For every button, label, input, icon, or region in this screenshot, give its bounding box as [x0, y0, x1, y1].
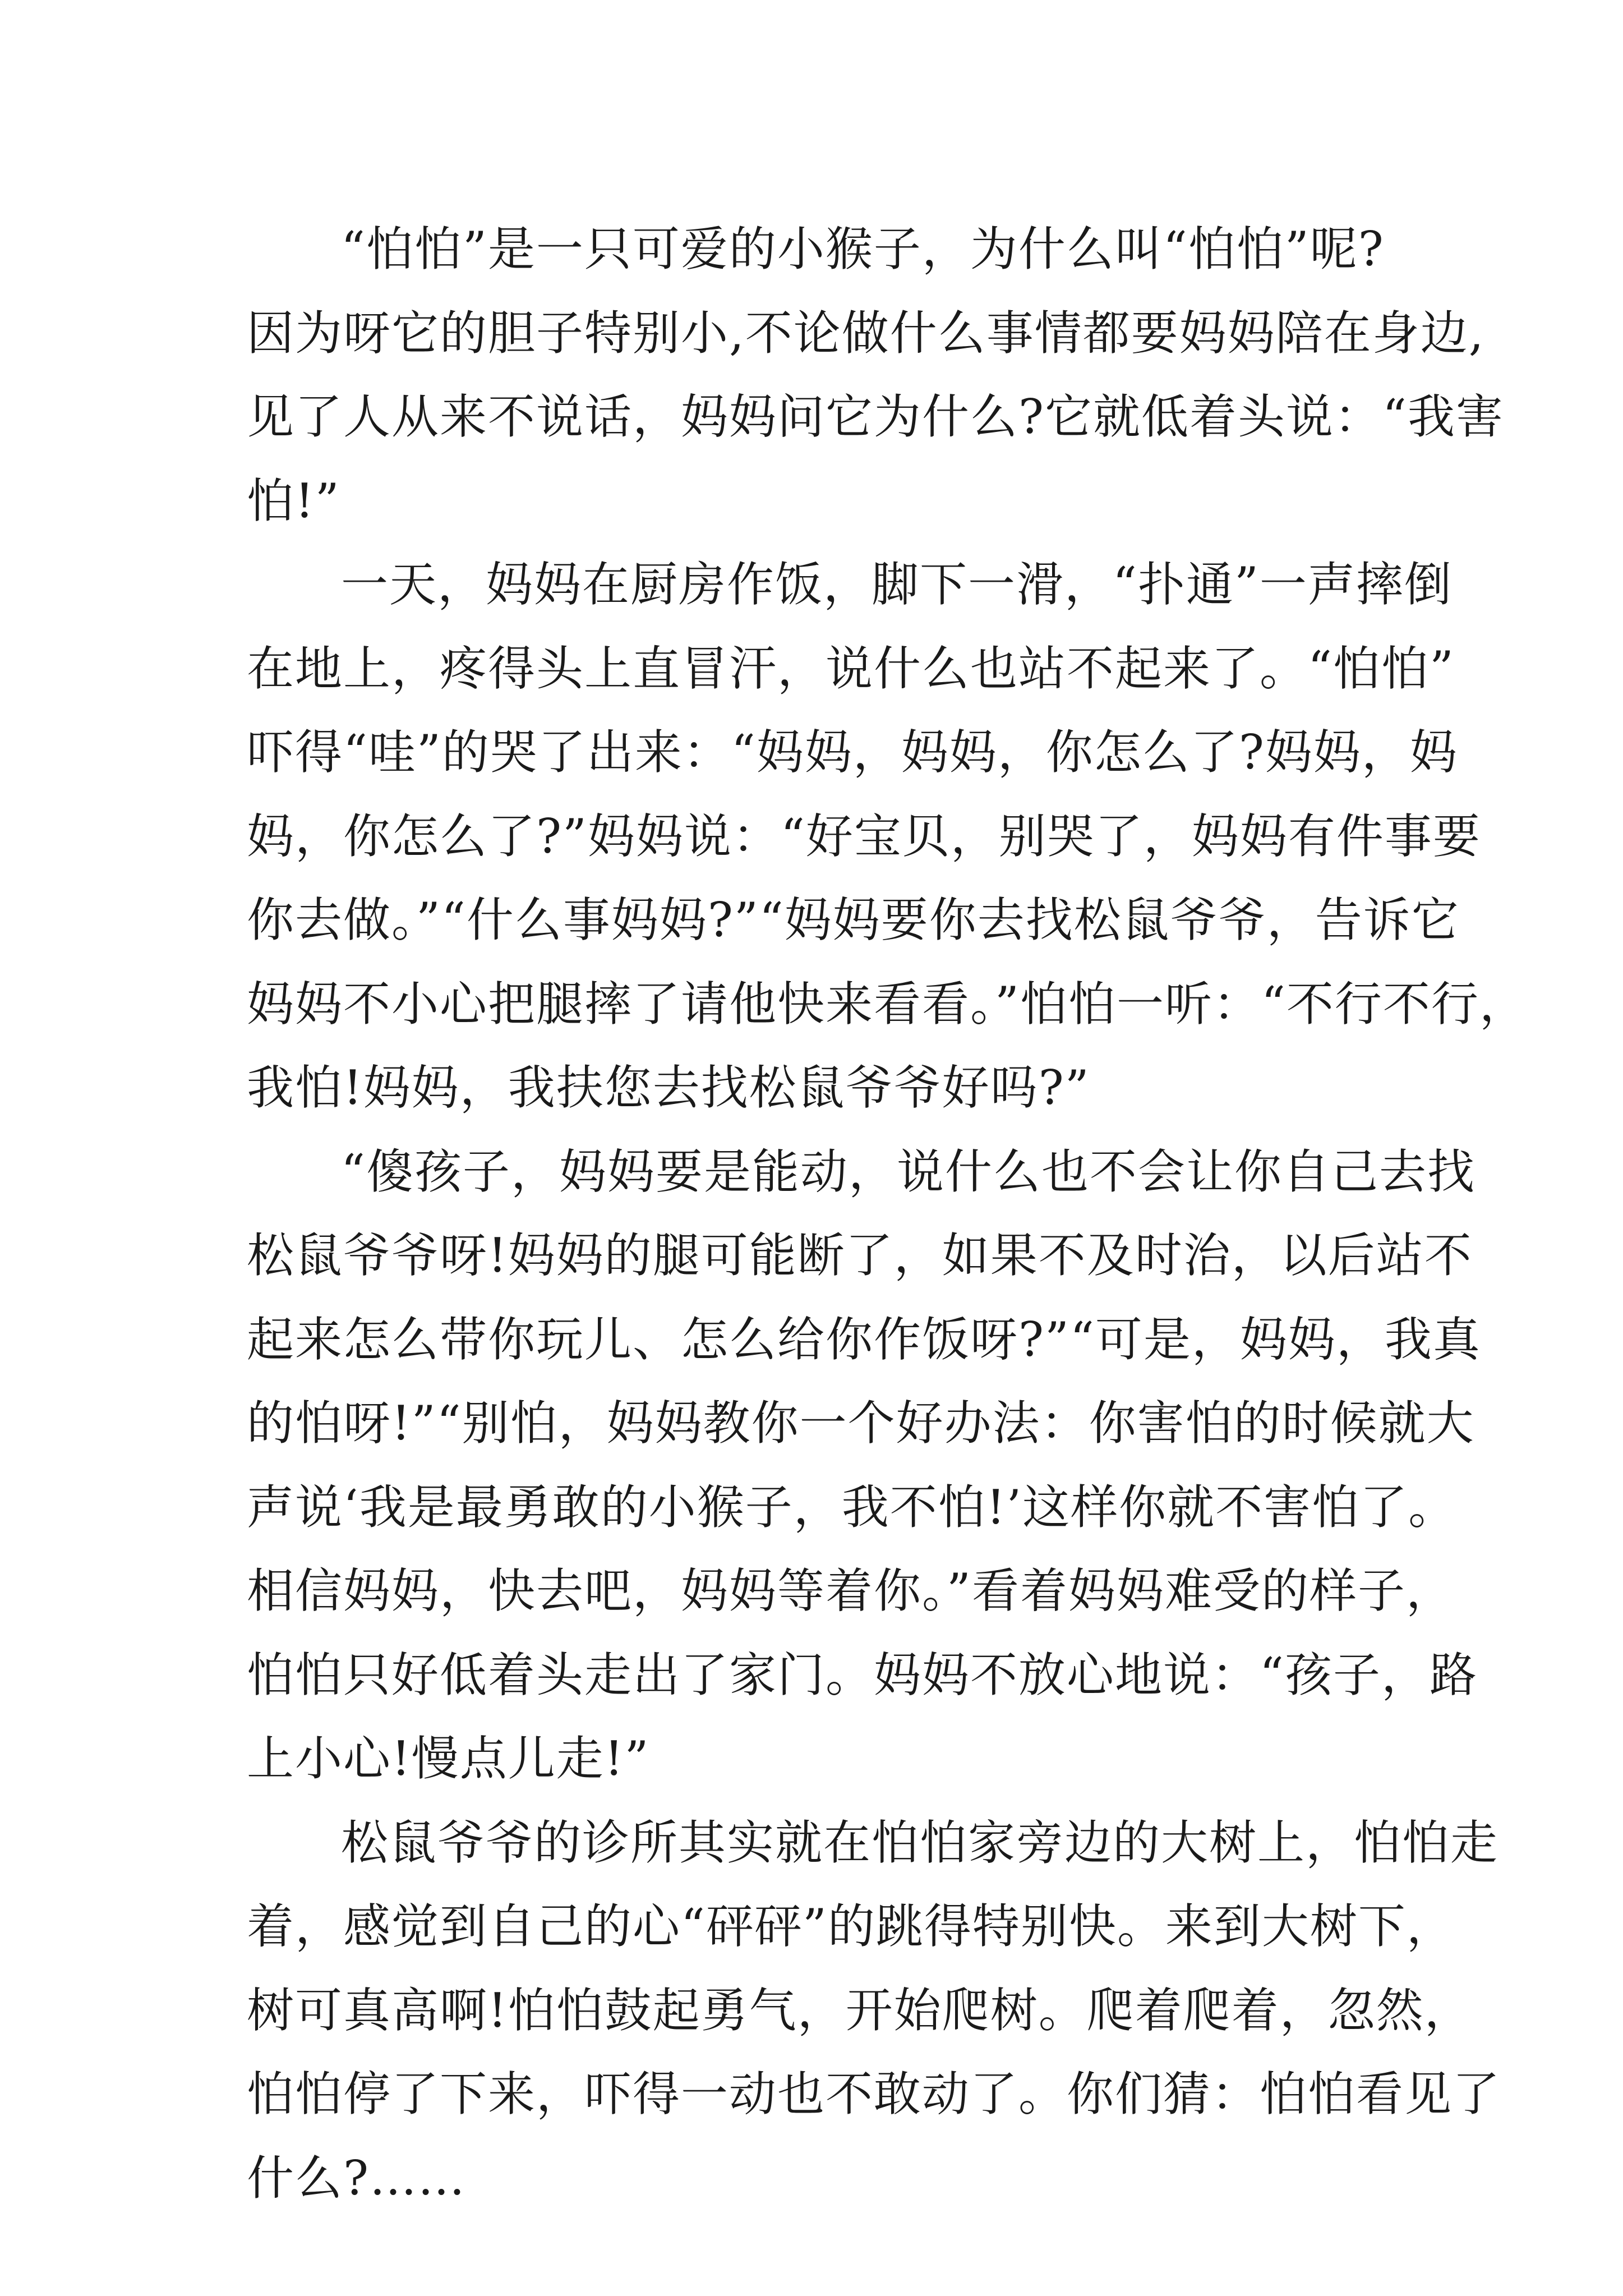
paragraph-3 — [247, 1130, 1481, 1801]
text-line: 你去做。”“什么事妈妈?”“妈妈要你去找松鼠爷爷，告诉它 — [247, 892, 1460, 947]
paragraph-4 — [247, 1801, 1501, 2221]
text-line: 松鼠爷爷呀!妈妈的腿可能断了，如果不及时治，以后站不 — [247, 1228, 1473, 1283]
paragraph-2 — [247, 543, 1528, 1130]
text-line: 松鼠爷爷的诊所其实就在怕怕家旁边的大树上，怕怕走 — [341, 1815, 1499, 1870]
text-line: 一天，妈妈在厨房作饭，脚下一滑，“扑通”一声摔倒 — [341, 557, 1453, 612]
text-line: 相信妈妈，快去吧，妈妈等着你。”看着妈妈难受的样子， — [247, 1563, 1454, 1618]
text-line: “怕怕”是一只可爱的小猴子，为什么叫“怕怕”呢? — [341, 222, 1385, 277]
text-line: 什么?…… — [247, 2150, 467, 2206]
paragraph-1 — [247, 208, 1504, 543]
text-line: 怕怕停了下来，吓得一动也不敢动了。你们猜：怕怕看见了 — [247, 2067, 1501, 2122]
text-line: 上小心!慢点儿走!” — [247, 1731, 650, 1786]
text-line: 在地上，疼得头上直冒汗，说什么也站不起来了。“怕怕” — [247, 641, 1455, 696]
text-line: 因为呀它的胆子特别小,不论做什么事情都要妈妈陪在身边, — [247, 305, 1485, 361]
text-line: 妈妈不小心把腿摔了请他快来看看。”怕怕一听：“不行不行， — [247, 976, 1528, 1032]
text-line: 吓得“哇”的哭了出来：“妈妈，妈妈，你怎么了?妈妈，妈 — [247, 725, 1458, 780]
text-line: 树可真高啊!怕怕鼓起勇气，开始爬树。爬着爬着，忽然， — [247, 1982, 1473, 2038]
text-line: 怕!” — [247, 473, 340, 528]
text-line: 声说‘我是最勇敢的小猴子，我不怕!’这样你就不害怕了。 — [247, 1479, 1457, 1535]
text-line: 的怕呀!”“别怕，妈妈教你一个好办法：你害怕的时候就大 — [247, 1396, 1475, 1451]
text-line: 见了人从来不说话，妈妈问它为什么?它就低着头说：“我害 — [247, 389, 1504, 444]
text-line: 我怕!妈妈，我扶您去找松鼠爷爷好吗?” — [247, 1060, 1090, 1115]
text-line: 妈，你怎么了?”妈妈说：“好宝贝，别哭了，妈妈有件事要 — [247, 808, 1481, 864]
text-line: 起来怎么带你玩儿、怎么给你作饭呀?”“可是，妈妈，我真 — [247, 1312, 1481, 1367]
text-line: 怕怕只好低着头走出了家门。妈妈不放心地说：“孩子，路 — [247, 1647, 1478, 1703]
story-text — [247, 208, 1528, 2220]
text-line: “傻孩子，妈妈要是能动，说什么也不会让你自己去找 — [341, 1144, 1476, 1199]
text-line: 着，感觉到自己的心“砰砰”的跳得特别快。来到大树下， — [247, 1899, 1455, 1954]
